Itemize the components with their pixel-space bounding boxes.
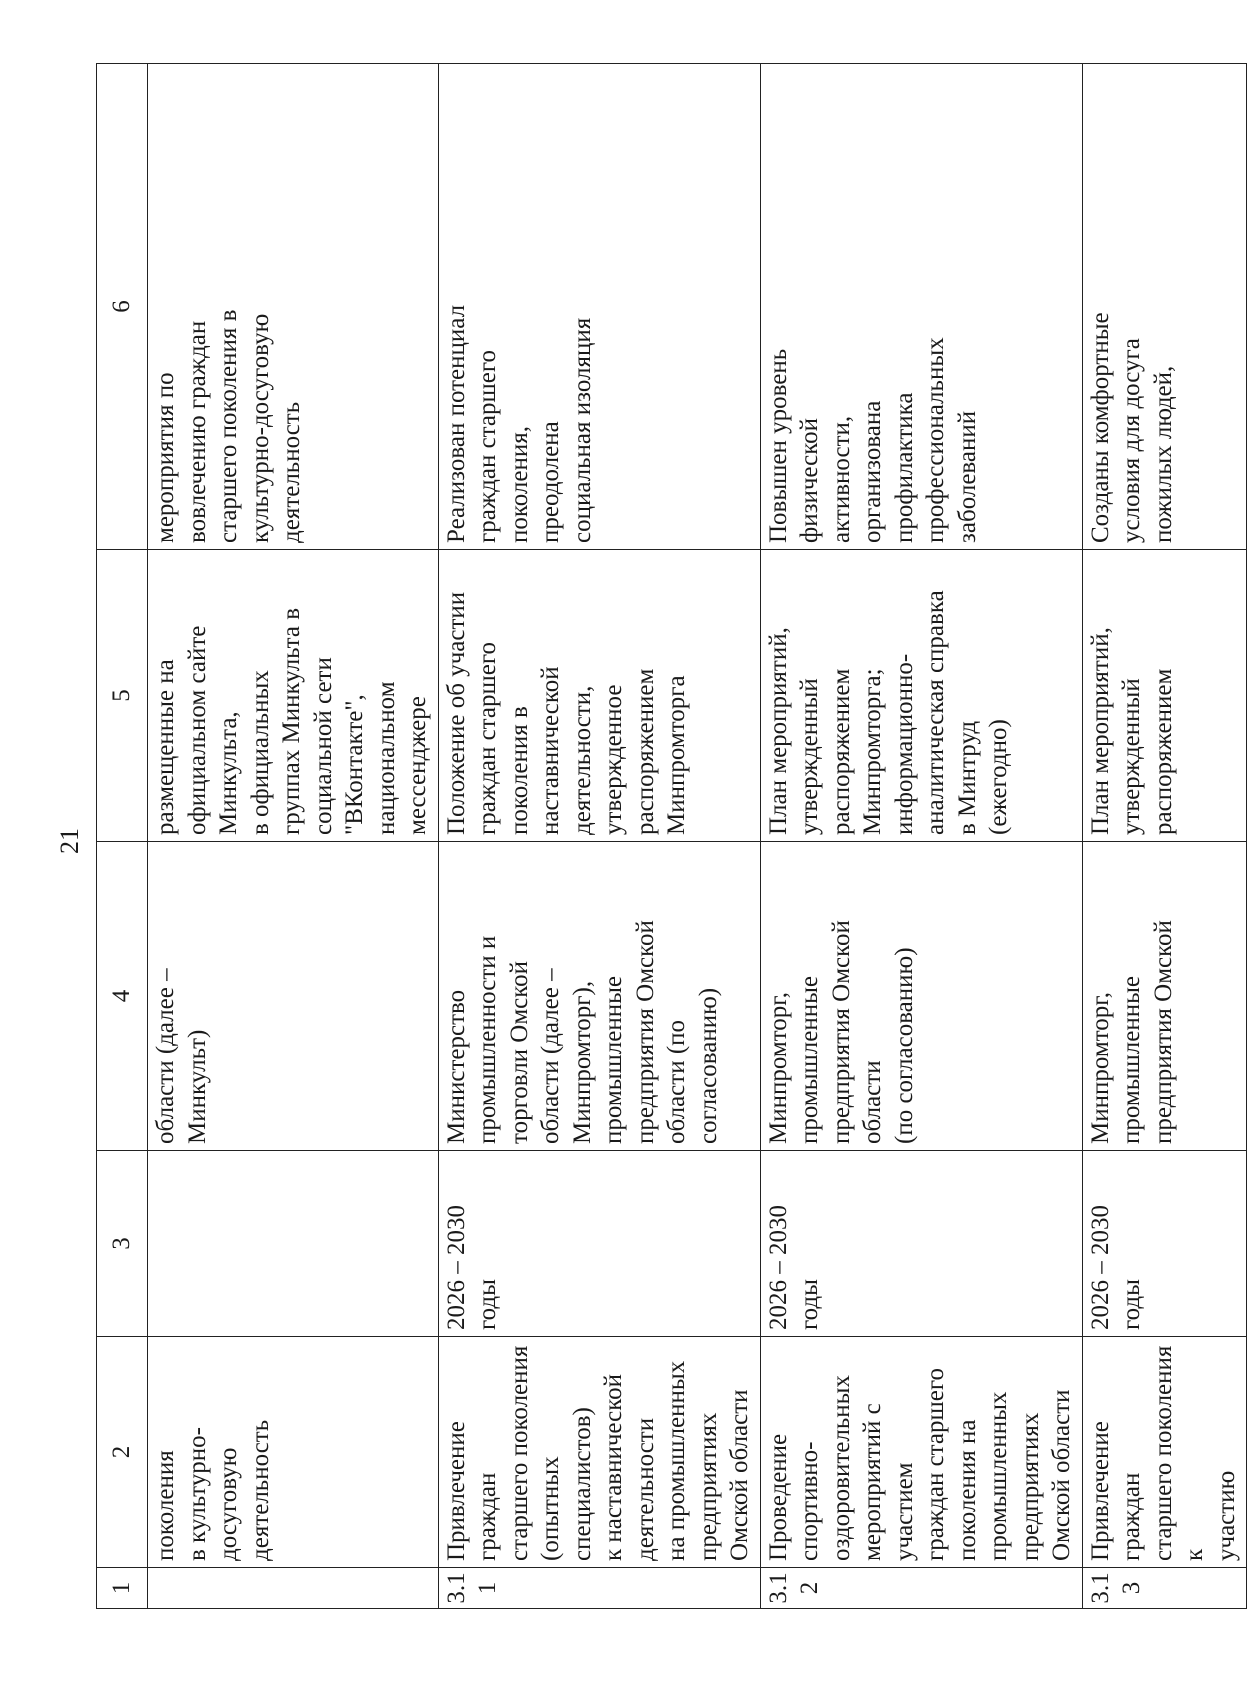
page-number: 21 [55,828,84,854]
document-cell: размещенные на официальном сайте Минкульта, в официальных группах Минкульта в социальной сети "ВКонтакте", национальном мессенджере [148,550,439,842]
row-number [148,1568,439,1609]
document-cell: План мероприятий, утвержденный распоряжением [1082,550,1247,842]
table-row [1082,64,1247,1609]
column-header-6: 6 [97,64,148,550]
period-cell: 2026 – 2030 годы [438,1151,760,1337]
result-cell: Повышен уровень физической активности, организована профилактика профессиональных заболеваний [760,64,1082,550]
document-cell: Положение об участии граждан старшего поколения в наставнической деятельности, утвержденное распоряжением Минпромторга [438,550,760,842]
result-cell: мероприятия по вовлечению граждан старшего поколения в культурно-досуговую деятельность [148,64,439,550]
result-cell: Созданы комфортные условия для досуга пожилых людей, [1082,64,1247,550]
measure-cell: Проведение спортивно- оздоровительных мероприятий с участием граждан старшего поколения на промышленных предприятиях Омской области [760,1337,1082,1568]
measure-cell: Привлечение граждан старшего поколения (опытных специалистов) к наставнической деятельности на промышленных предприятиях Омской области [438,1337,760,1568]
table-row [760,64,1082,1609]
row-number: 3.11 [438,1568,760,1609]
measure-cell: поколения в культурно-досуговую деятельность [148,1337,439,1568]
document-cell: План мероприятий, утвержденный распоряжением Минпромторга; информационно- аналитическая справка в Минтруд (ежегодно) [760,550,1082,842]
period-cell: 2026 – 2030 годы [1082,1151,1247,1337]
plan-table [96,63,1247,1609]
executor-cell: Минпромторг, промышленные предприятия Омской области (по согласованию) [760,842,1082,1151]
period-cell [148,1151,439,1337]
result-cell: Реализован потенциал граждан старшего поколения, преодолена социальная изоляция [438,64,760,550]
column-header-2: 2 [97,1337,148,1568]
executor-cell: Министерство промышленности и торговли Омской области (далее – Минпромторг), промышленные предприятия Омской области (по согласованию) [438,842,760,1151]
period-cell: 2026 – 2030 годы [760,1151,1082,1337]
measure-cell: Привлечение граждан старшего поколения к участию [1082,1337,1247,1568]
column-header-5: 5 [97,550,148,842]
executor-cell: области (далее – Минкульт) [148,842,439,1151]
column-header-4: 4 [97,842,148,1151]
executor-cell: Минпромторг, промышленные предприятия Омской [1082,842,1247,1151]
row-number: 3.13 [1082,1568,1247,1609]
rotated-table-wrapper [96,64,1240,1609]
row-number: 3.12 [760,1568,1082,1609]
table-row [438,64,760,1609]
header-row [97,64,148,1609]
table-row [148,64,439,1609]
column-header-3: 3 [97,1151,148,1337]
column-header-1: 1 [97,1568,148,1609]
